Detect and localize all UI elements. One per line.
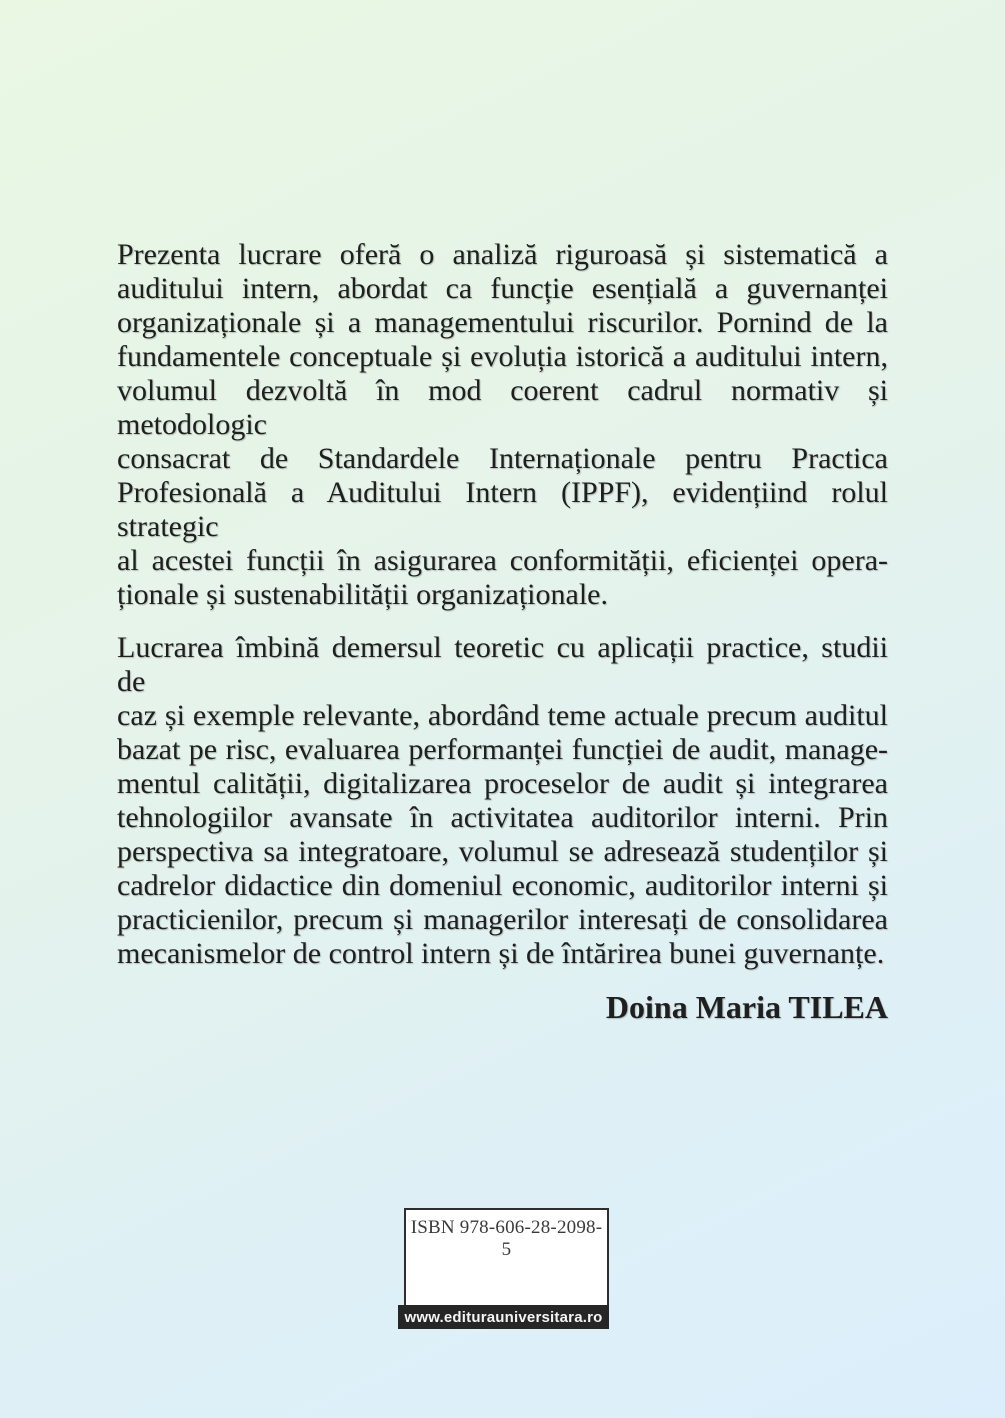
body-text-line: perspectiva sa integratoare, volumul se adresează studenților și — [117, 835, 888, 868]
isbn-box — [404, 1208, 609, 1307]
body-text-line: bazat pe risc, evaluarea performanței funcției de audit, manage- — [117, 733, 888, 766]
body-text-line: auditului intern, abordat ca funcție esențială a guvernanței — [117, 272, 888, 305]
body-text-line: Lucrarea îmbină demersul teoretic cu aplicații practice, studii de — [117, 631, 888, 698]
body-text-line: Profesională a Auditului Intern (IPPF), evidențiind rolul strategic — [117, 476, 888, 543]
body-text-line: fundamentele conceptuale și evoluția istorică a auditului intern, — [117, 340, 888, 373]
body-text-line: caz și exemple relevante, abordând teme actuale precum auditul — [117, 699, 888, 732]
synopsis-paragraph-2 — [117, 631, 888, 971]
body-text-line: volumul dezvoltă în mod coerent cadrul normativ și metodologic — [117, 374, 888, 441]
back-cover-text — [117, 238, 888, 1024]
author-name: Doina Maria TILEA — [605, 989, 888, 1025]
body-text-line: mentul calității, digitalizarea proceselor de audit și integrarea — [117, 767, 888, 800]
body-text-line: ționale și sustenabilității organizaționale. — [117, 578, 608, 611]
body-text-line: practicienilor, precum și managerilor interesați de consolidarea — [117, 903, 888, 936]
body-text-line: consacrat de Standardele Internaționale pentru Practica — [117, 442, 888, 475]
isbn-number: ISBN 978-606-28-2098-5 — [410, 1217, 603, 1260]
publisher-website-bar — [398, 1305, 609, 1329]
body-text-line: mecanismelor de control intern și de întărirea bunei guvernanțe. — [117, 937, 885, 970]
body-text-line: tehnologiilor avansate în activitatea auditorilor interni. Prin — [117, 801, 888, 834]
publisher-website-url: www.editurauniversitara.ro — [404, 1308, 603, 1326]
body-text-line: organizaționale și a managementului riscurilor. Pornind de la — [117, 306, 888, 339]
body-text-line: cadrelor didactice din domeniul economic, auditorilor interni și — [117, 869, 888, 902]
body-text-line: Prezenta lucrare oferă o analiză riguroasă și sistematică a — [117, 238, 888, 271]
synopsis-paragraph-1 — [117, 238, 888, 612]
body-text-line: al acestei funcții în asigurarea conformității, eficienței opera- — [117, 544, 888, 577]
